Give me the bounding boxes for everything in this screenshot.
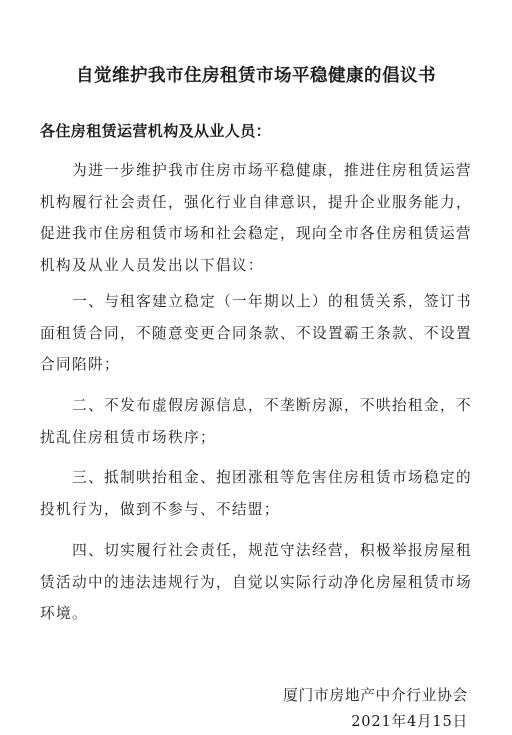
paragraph-item-2: 二、不发布虚假房源信息，不垄断房源，不哄抬租金，不扰乱住房租赁市场秩序； bbox=[40, 397, 472, 446]
document-title: 自觉维护我市住房租赁市场平稳健康的倡议书 bbox=[76, 66, 436, 86]
signature-organization: 厦门市房地产中介行业协会 bbox=[283, 687, 468, 704]
paragraph-item-1: 一、与租客建立稳定（一年期以上）的租赁关系，签订书面租赁合同，不随意变更合同条款、不设置霸王条款、不设置合同陷阱； bbox=[40, 293, 472, 373]
paragraph-item-4: 四、切实履行社会责任，规范守法经营，积极举报房屋租赁活动中的违法违规行为，自觉以实际行动净化房屋租赁市场环境。 bbox=[40, 542, 472, 622]
signature-block bbox=[283, 683, 468, 735]
signature-date: 2021年4月15日 bbox=[351, 713, 468, 730]
paragraph-item-3: 三、抵制哄抬租金、抱团涨租等危害住房租赁市场稳定的投机行为，做到不参与、不结盟； bbox=[40, 469, 472, 518]
paragraph-intro: 为进一步维护我市住房市场平稳健康，推进住房租赁运营机构履行社会责任，强化行业自律意识，提升企业服务能力，促进我市住房租赁市场和社会稳定，现向全市各住房租赁运营机构及从业人员发出以下倡议： bbox=[40, 162, 472, 274]
salutation: 各住房租赁运营机构及从业人员： bbox=[40, 122, 272, 140]
